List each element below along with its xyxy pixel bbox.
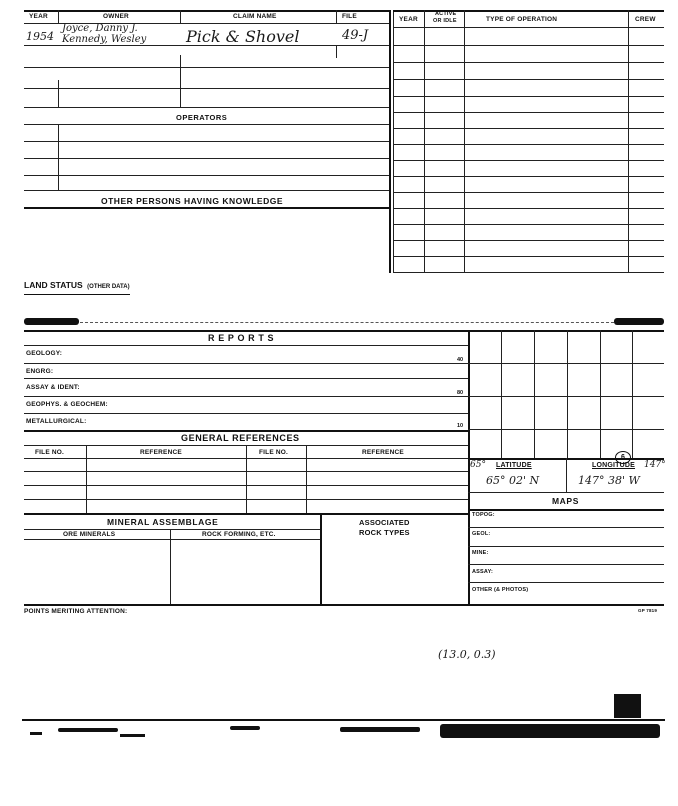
circle-mark-text: 6 — [621, 454, 625, 461]
report-num-metallurgical: 10 — [457, 423, 464, 429]
op-col-crew-header: CREW — [635, 16, 656, 23]
col-file-header: FILE — [342, 13, 357, 20]
points-meriting-attention: POINTS MERITING ATTENTION: — [24, 608, 128, 615]
land-status — [24, 275, 130, 295]
gr-reference-2: REFERENCE — [362, 449, 404, 456]
report-label-assay: ASSAY & IDENT: — [26, 384, 80, 391]
land-status-sub: (OTHER DATA) — [87, 284, 130, 290]
form-number: GP 7819 — [638, 608, 658, 613]
report-num-geology: 40 — [457, 357, 464, 363]
lon-suffix: 147° — [644, 460, 666, 470]
op-col-type-header: TYPE OF OPERATION — [486, 16, 558, 23]
col-claim-name-header: CLAIM NAME — [233, 13, 277, 20]
scan-mark-right — [614, 318, 664, 325]
maps-row-mine: MINE: — [472, 550, 489, 556]
maps-row-other: OTHER (& PHOTOS) — [472, 587, 529, 593]
maps-row-geol: GEOL: — [472, 531, 491, 537]
col-owner-header: OWNER — [103, 13, 129, 20]
op-col-active-header-1: ACTIVE — [435, 11, 457, 17]
longitude-label: LONGITUDE — [592, 462, 636, 469]
operators-header: OPERATORS — [176, 113, 228, 122]
mineral-assemblage-title: MINERAL ASSEMBLAGE — [107, 517, 219, 527]
handwritten-annotation: (13.0, 0.3) — [438, 648, 496, 661]
col-year-header: YEAR — [29, 13, 48, 20]
entry-owner-line2: Kennedy, Wesley — [62, 34, 147, 45]
report-label-metallurgical: METALLURGICAL: — [26, 418, 87, 425]
report-label-geology: GEOLOGY: — [26, 350, 63, 357]
gr-file-no-2: FILE NO. — [259, 449, 289, 456]
reports-title: R E P O R T S — [208, 333, 275, 343]
ore-minerals-header: ORE MINERALS — [63, 531, 116, 538]
general-references-title: GENERAL REFERENCES — [181, 433, 300, 443]
entry-claim-name: Pick & Shovel — [186, 27, 300, 46]
land-status-label: LAND STATUS — [24, 280, 83, 290]
latitude-label: LATITUDE — [496, 462, 532, 469]
report-label-engrg: ENGRG: — [26, 368, 54, 375]
latitude-value: 65° 02' N — [486, 474, 540, 487]
longitude-value: 147° 38' W — [578, 474, 640, 487]
associated-rock-line2: ROCK TYPES — [359, 528, 410, 537]
gr-reference-1: REFERENCE — [140, 449, 182, 456]
op-col-active-header-2: OR IDLE — [433, 18, 457, 24]
entry-owner-line1: Joyce, Danny J. — [62, 23, 138, 34]
other-persons-header: OTHER PERSONS HAVING KNOWLEDGE — [101, 196, 284, 206]
scan-mark-left — [24, 318, 79, 325]
maps-row-assay: ASSAY: — [472, 569, 494, 575]
entry-year: 1954 — [26, 30, 54, 43]
maps-row-topog: TOPOG: — [472, 512, 495, 518]
rock-forming-header: ROCK FORMING, ETC. — [202, 531, 276, 538]
entry-file: 49-J — [342, 28, 369, 43]
report-num-assay: 80 — [457, 390, 464, 396]
report-label-geophys: GEOPHYS. & GEOCHEM: — [26, 401, 108, 408]
associated-rock-line1: ASSOCIATED — [359, 518, 410, 527]
lat-prefix: 65° — [470, 460, 486, 470]
circle-mark — [615, 451, 631, 464]
gr-file-no-1: FILE NO. — [35, 449, 65, 456]
op-col-year-header: YEAR — [399, 16, 418, 23]
maps-title: MAPS — [552, 496, 579, 506]
